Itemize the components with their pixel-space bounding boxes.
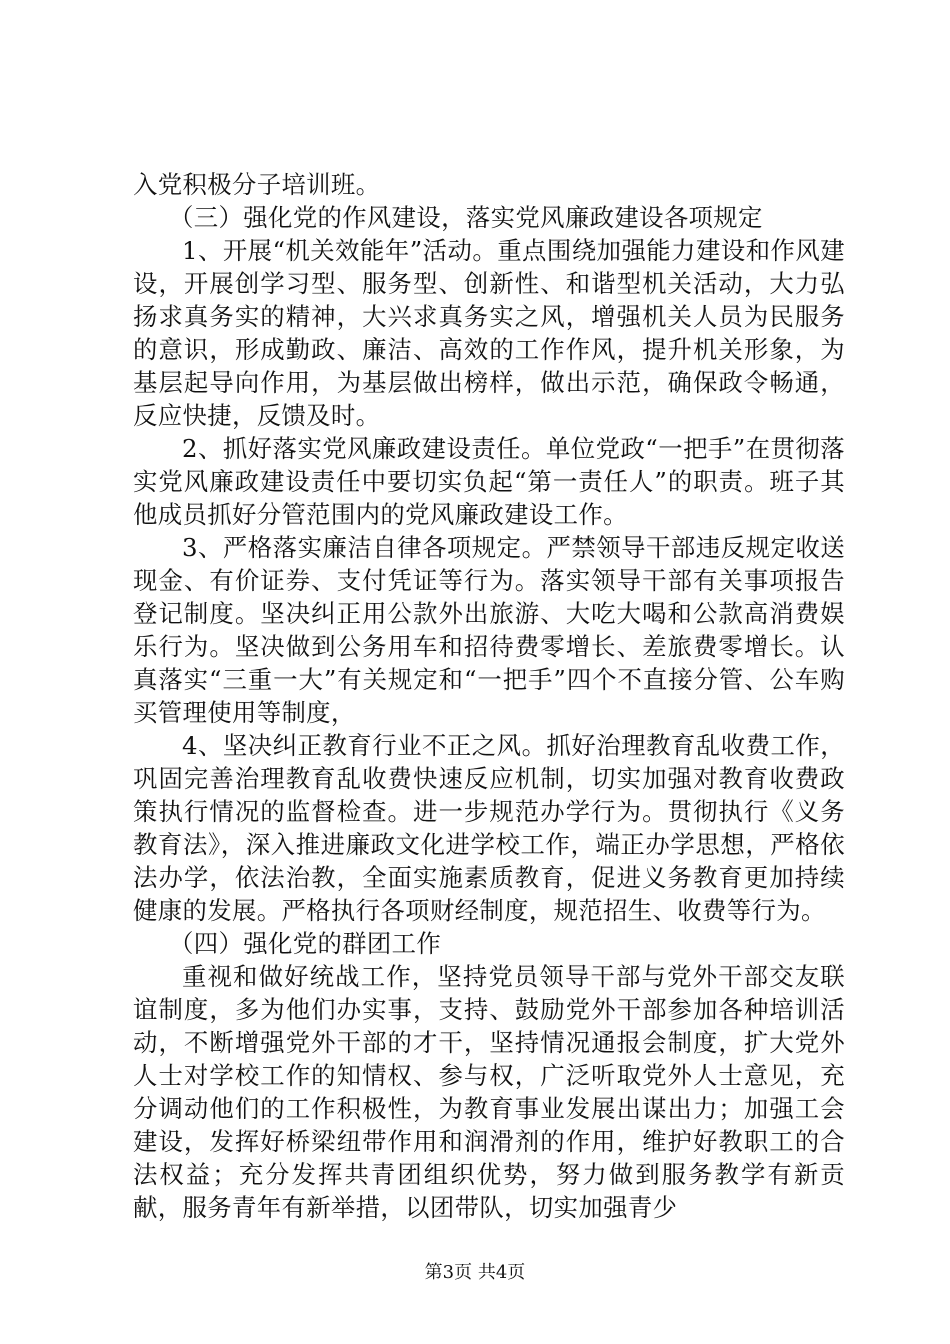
- page-footer: 第3页 共4页: [424, 1262, 526, 1283]
- paragraph-item-3: 3、严格落实廉洁自律各项规定。严禁领导干部违反规定收送现金、有价证券、支付凭证等行为。落实领导干部有关事项报告登记制度。坚决纠正用公款外出旅游、大吃大喝和公款高消费娱乐行为。坚决做到公务用车和招待费零增长、差旅费零增长。认真落实“三重一大”有关规定和“一把手”四个不直接分管、公车购买管理使用等制度，: [133, 533, 845, 727]
- paragraph-item-4: 4、坚决纠正教育行业不正之风。抓好治理教育乱收费工作，巩固完善治理教育乱收费快速反应机制，切实加强对教育收费政策执行情况的监督检查。进一步规范办学行为。贯彻执行《义务教育法》，深入推进廉政文化进学校工作，端正办学思想，严格依法办学，依法治教，全面实施素质教育，促进义务教育更加持续健康的发展。严格执行各项财经制度，规范招生、收费等行为。: [133, 731, 845, 925]
- paragraph-continuation: 入党积极分子培训班。: [133, 170, 381, 199]
- section-heading-4: （四）强化党的群团工作: [169, 929, 442, 958]
- paragraph-united-front: 重视和做好统战工作，坚持党员领导干部与党外干部交友联谊制度，多为他们办实事，支持、鼓励党外干部参加各种培训活动，不断增强党外干部的才干，坚持情况通报会制度，扩大党外人士对学校工作的知情权、参与权，广泛听取党外人士意见，充分调动他们的工作积极性，为教育事业发展出谋出力；加强工会建设，发挥好桥梁纽带作用和润滑剂的作用，维护好教职工的合法权益；充分发挥共青团组织优势，努力做到服务教学有新贡献，服务青年有新举措，以团带队，切实加强青少: [133, 962, 845, 1222]
- paragraph-item-1: 1、开展“机关效能年”活动。重点围绕加强能力建设和作风建设，开展创学习型、服务型、创新性、和谐型机关活动，大力弘扬求真务实的精神，大兴求真务实之风，增强机关人员为民服务的意识，形成勤政、廉洁、高效的工作作风，提升机关形象，为基层起导向作用，为基层做出榜样，做出示范，确保政令畅通，反应快捷，反馈及时。: [133, 236, 845, 430]
- section-heading-3: （三）强化党的作风建设，落实党风廉政建设各项规定: [169, 203, 763, 232]
- paragraph-item-2: 2、抓好落实党风廉政建设责任。单位党政“一把手”在贯彻落实党风廉政建设责任中要切实负起“第一责任人”的职责。班子其他成员抓好分管范围内的党风廉政建设工作。: [133, 434, 845, 529]
- document-body: [133, 168, 845, 1224]
